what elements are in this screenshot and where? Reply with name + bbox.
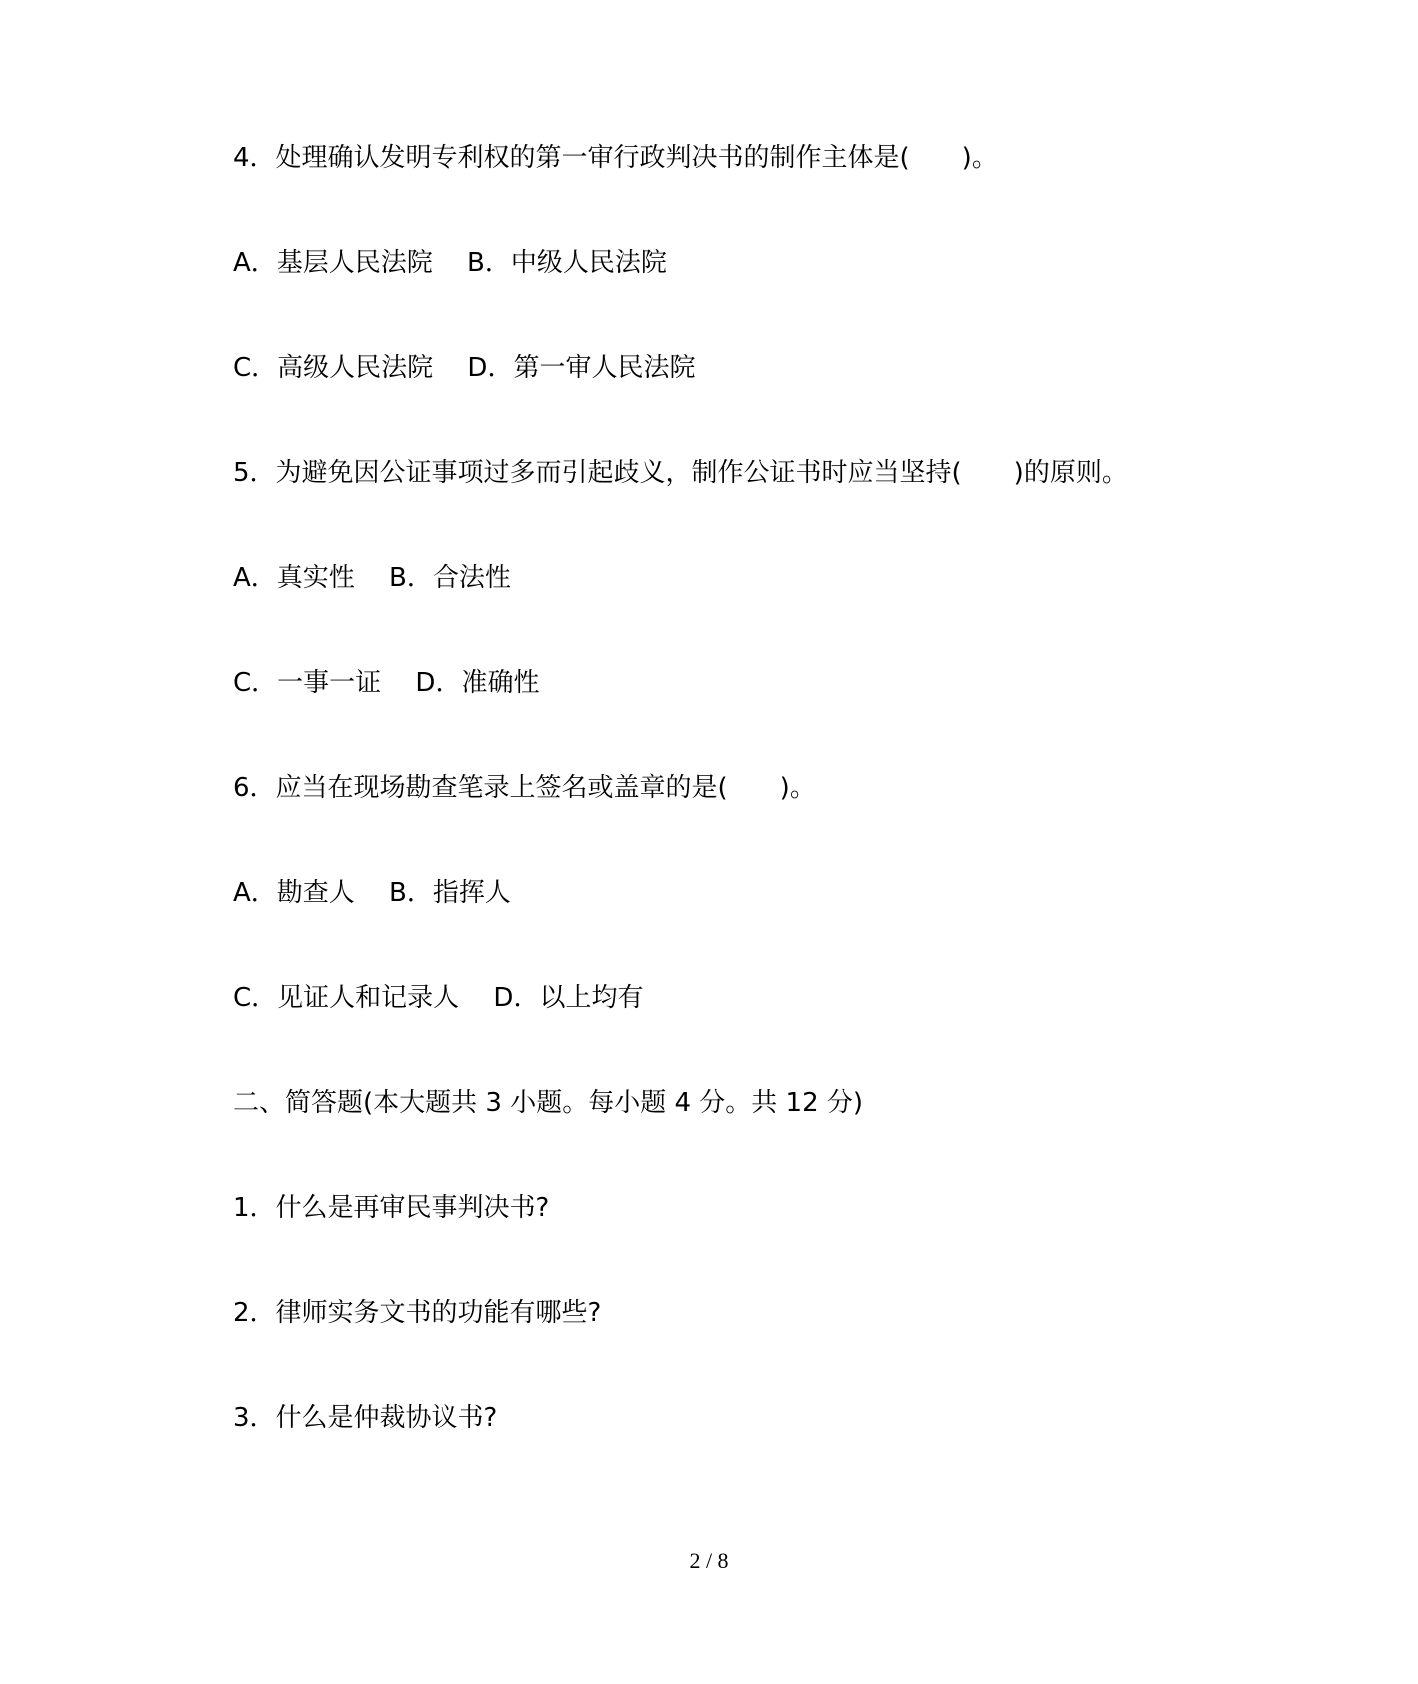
question-4-options-cd: C．高级人民法院 D．第一审人民法院: [233, 353, 696, 383]
question-4-text: 4．处理确认发明专利权的第一审行政判决书的制作主体是( )。: [233, 143, 998, 173]
question-5-options-ab: A．真实性 B．合法性: [233, 563, 511, 593]
question-4-options-ab: A．基层人民法院 B．中级人民法院: [233, 248, 667, 278]
short-answer-2: 2．律师实务文书的功能有哪些?: [233, 1298, 602, 1328]
question-5-options-cd: C．一事一证 D．准确性: [233, 668, 540, 698]
question-6-text: 6．应当在现场勘查笔录上签名或盖章的是( )。: [233, 773, 816, 803]
page-number: 2 / 8: [689, 1548, 729, 1573]
question-6-options-ab: A．勘查人 B．指挥人: [233, 878, 511, 908]
question-6-options-cd: C．见证人和记录人 D．以上均有: [233, 983, 644, 1013]
short-answer-3: 3．什么是仲裁协议书?: [233, 1403, 498, 1433]
short-answer-1: 1．什么是再审民事判决书?: [233, 1193, 550, 1223]
section-heading-short-answer: 二、简答题(本大题共 3 小题。每小题 4 分。共 12 分): [233, 1088, 864, 1118]
question-5-text: 5．为避免因公证事项过多而引起歧义，制作公证书时应当坚持( )的原则。: [233, 458, 1128, 488]
